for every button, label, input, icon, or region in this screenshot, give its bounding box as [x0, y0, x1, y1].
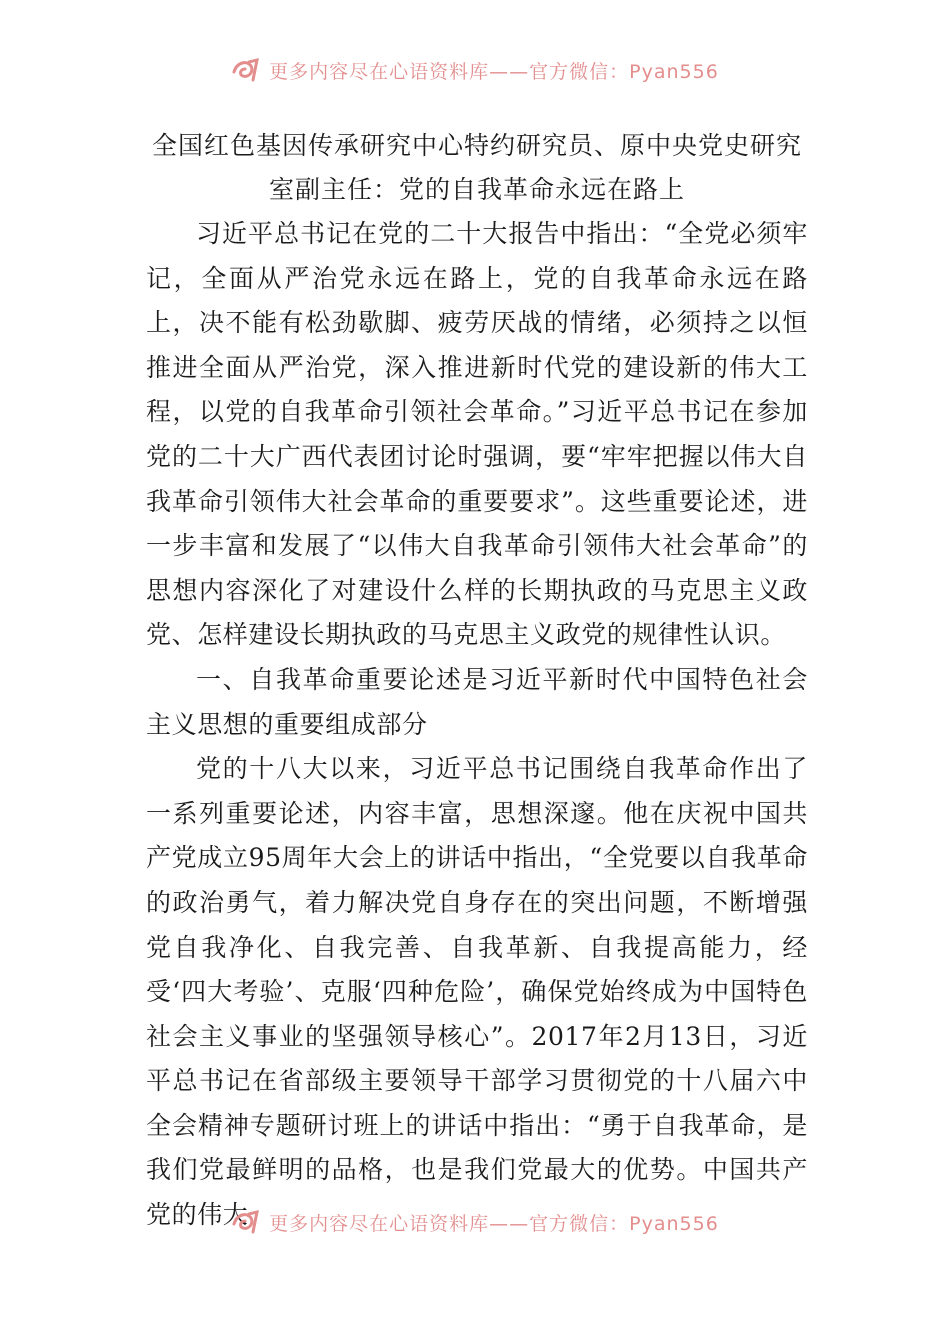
watermark-text: 更多内容尽在心语资料库——官方微信：Pyan556	[269, 1212, 719, 1235]
document-title-line-2: 室副主任：党的自我革命永远在路上	[268, 175, 685, 204]
paragraph-intro: 习近平总书记在党的二十大报告中指出：“全党必须牢记，全面从严治党永远在路上，党的自我革命永远在路上，决不能有松劲歇脚、疲劳厌战的情绪，必须持之以恒推进全面从严治党，深入推进新时代党的建设新的伟大工程，以党的自我革命引领社会革命。”习近平总书记在参加党的二十大广西代表团讨论时强调，要“牢牢把握以伟大自我革命引领伟大社会革命的重要要求”。这些重要论述，进一步丰富和发展了“以伟大自我革命引领伟大社会革命”的思想内容深化了对建设什么样的长期执政的马克思主义政党、怎样建设长期执政的马克思主义政党的规律性认识。	[146, 219, 808, 650]
logo-icon	[231, 1208, 261, 1236]
logo-icon	[231, 56, 261, 84]
watermark-footer	[0, 1202, 950, 1242]
document-body	[146, 124, 808, 1238]
section-heading-1: 一、自我革命重要论述是习近平新时代中国特色社会主义思想的重要组成部分	[146, 664, 808, 739]
document-title-line-1: 全国红色基因传承研究中心特约研究员、原中央党史研究	[151, 131, 802, 160]
watermark-header	[0, 50, 950, 90]
watermark-text: 更多内容尽在心语资料库——官方微信：Pyan556	[269, 60, 719, 83]
paragraph-section-1: 党的十八大以来，习近平总书记围绕自我革命作出了一系列重要论述，内容丰富，思想深邃。他在庆祝中国共产党成立95周年大会上的讲话中指出，“全党要以自我革命的政治勇气，着力解决党自身存在的突出问题，不断增强党自我净化、自我完善、自我革新、自我提高能力，经受‘四大考验’、克服‘四种危险’，确保党始终成为中国特色社会主义事业的坚强领导核心”。2017年2月13日，习近平总书记在省部级主要领导干部学习贯彻党的十八届六中全会精神专题研讨班上的讲话中指出：“勇于自我革命，是我们党最鲜明的品格，也是我们党最大的优势。中国共产党的伟大	[146, 754, 808, 1230]
